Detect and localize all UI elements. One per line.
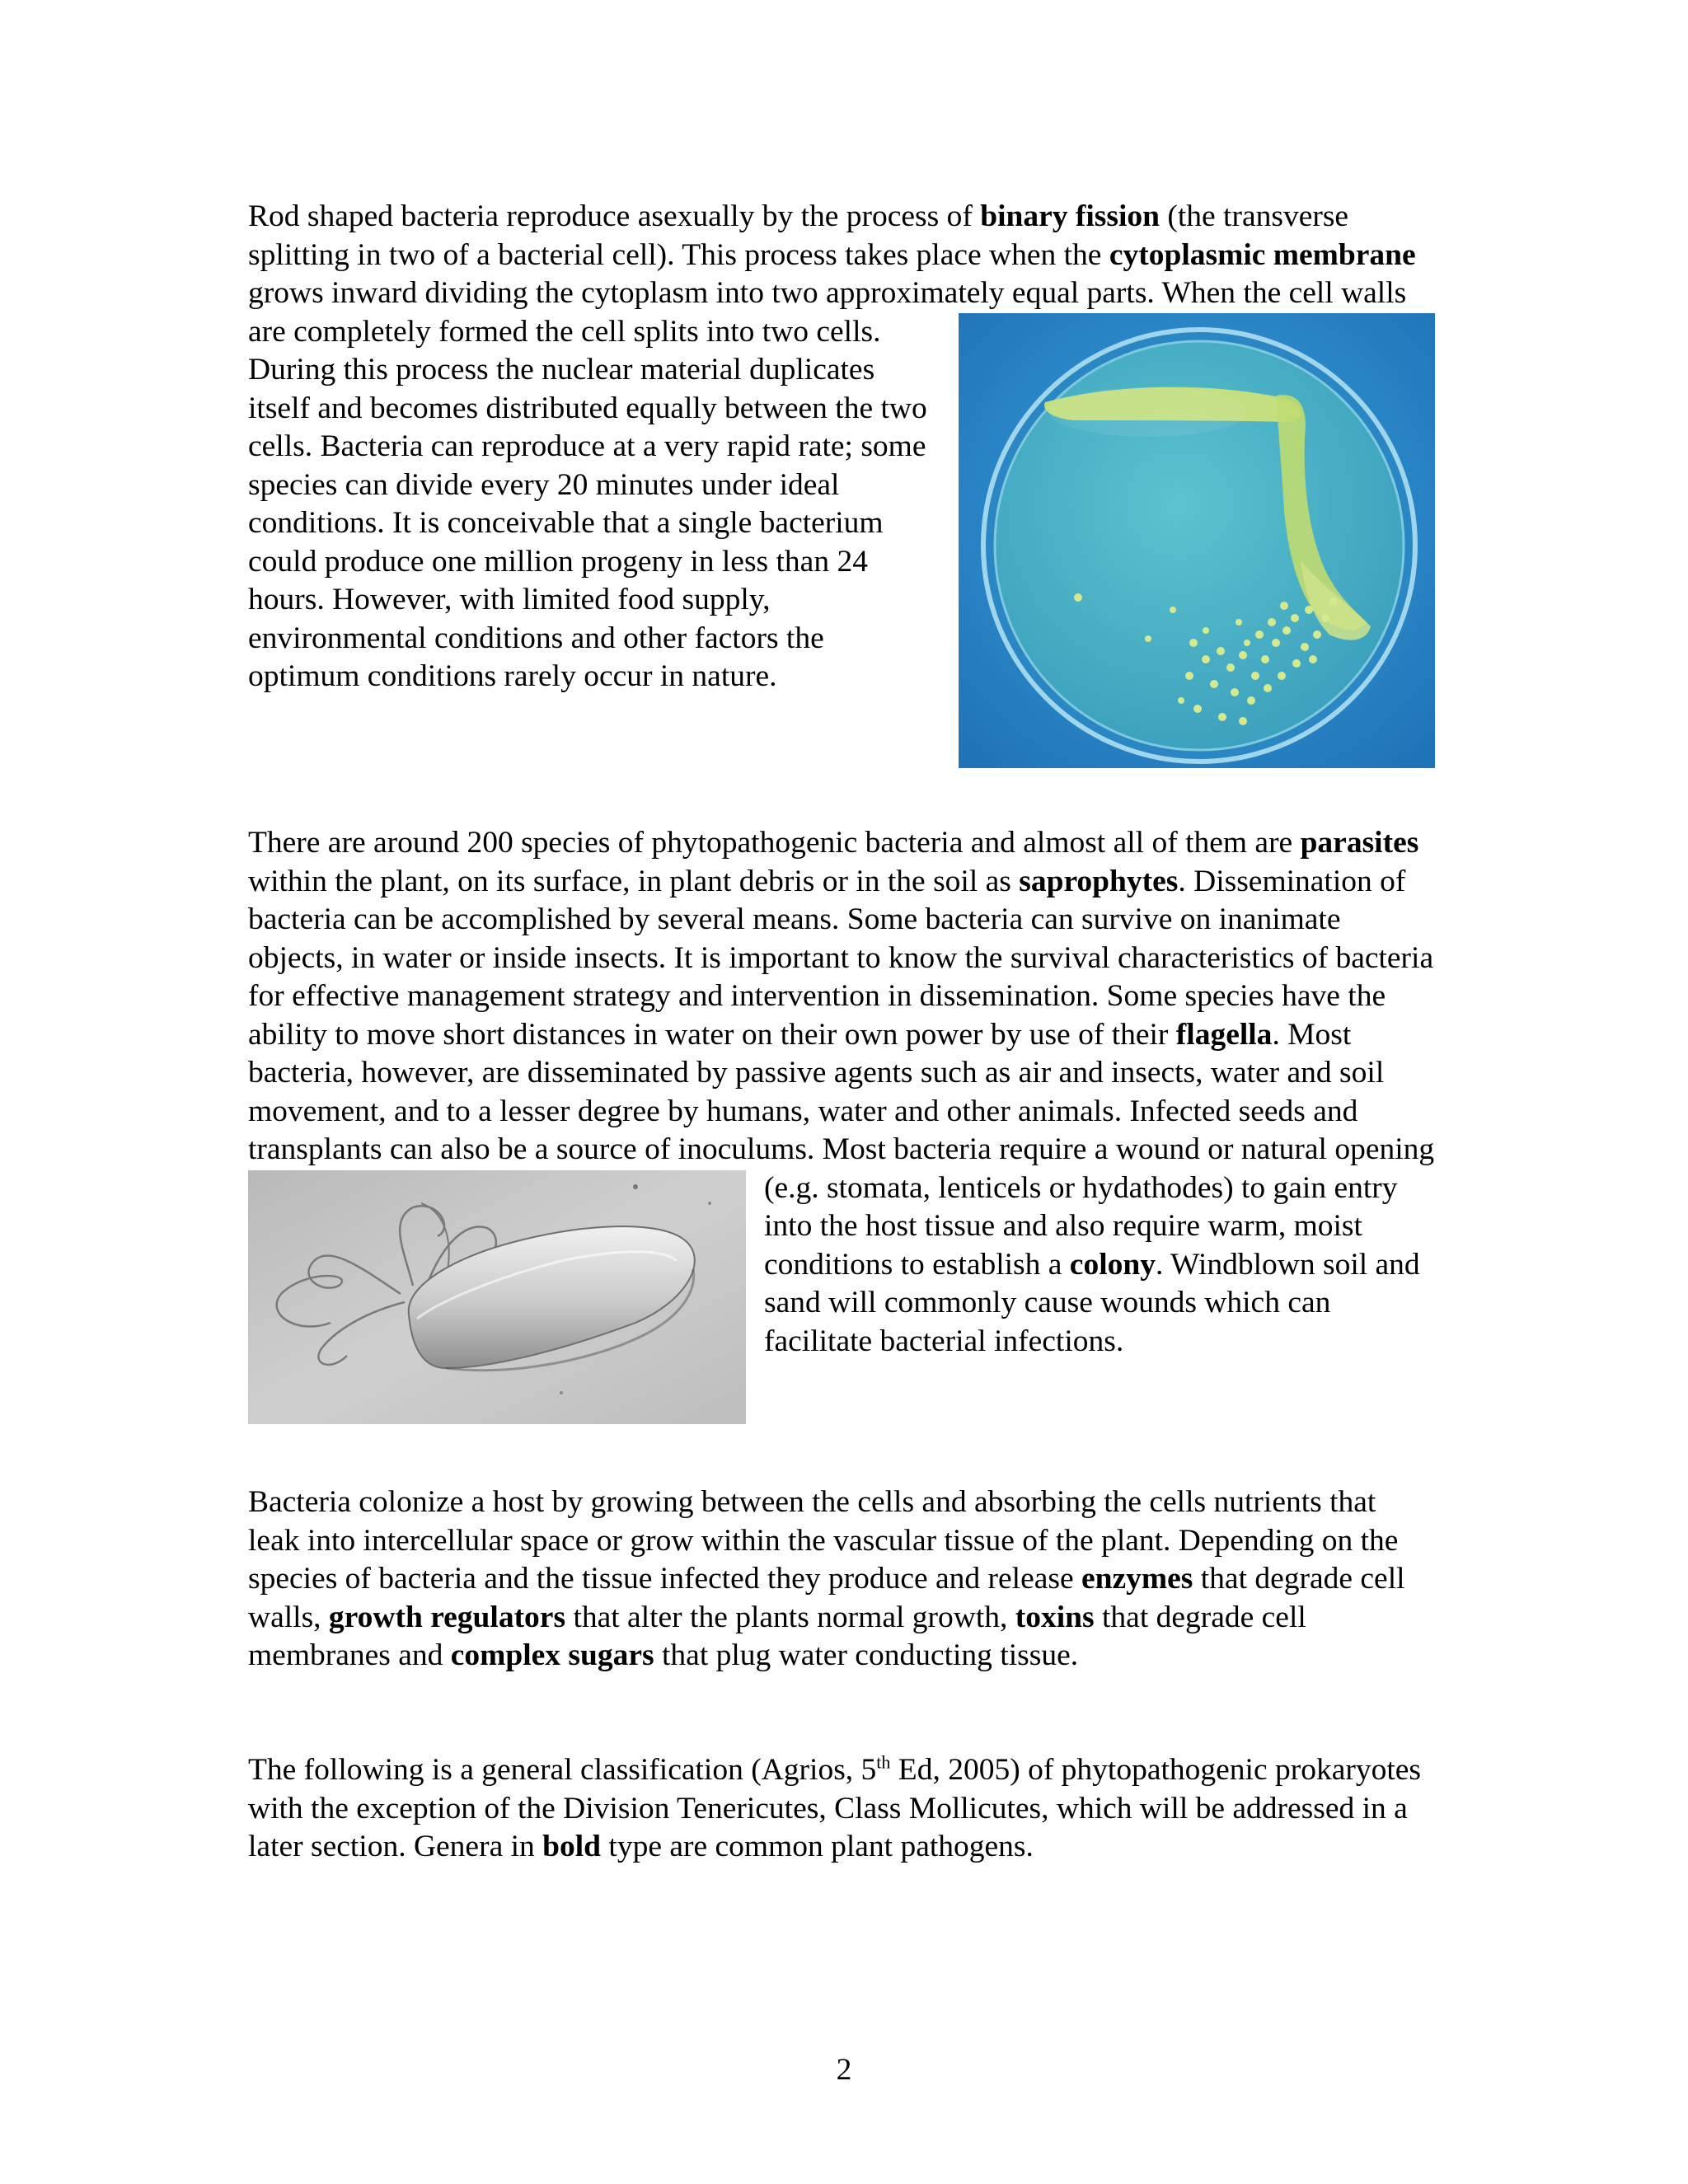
text-run: type are common plant pathogens. [601, 1830, 1034, 1863]
text-run: that plug water conducting tissue. [654, 1638, 1079, 1672]
paragraph-colonization [248, 1483, 1435, 1675]
text-run: . Windblown soil and sand will commonly cause wounds which can facilitate bacterial infections. [764, 1247, 1420, 1358]
text-run: grows inward dividing the cytoplasm into two approximately equal parts. When the cell walls are completely formed the cell splits into two cells. During this process the nuclear material duplicates itself and becomes distributed equally between the two cells. Bacteria can reproduce at a very rapid rate; some species can divide every 20 minutes under ideal conditions. It is conceivable that a single bacterium could produce one million progeny in less than 24 hours. However, with limited food supply, environmental conditions and other factors the optimum conditions rarely occur in nature. [248, 276, 1407, 693]
bold-term-bold: bold [542, 1830, 602, 1863]
bold-term-binary-fission: binary fission [980, 199, 1160, 233]
bold-term-toxins: toxins [1015, 1600, 1095, 1634]
text-run: Ed, 2005) of phytopathogenic prokaryotes with the exception of the Division Tenericutes, Class Mollicutes, which will be addressed in a later section. Genera in [248, 1753, 1422, 1863]
bacterium-micrograph [248, 1170, 746, 1424]
text-run: that degrade cell membranes and [248, 1600, 1306, 1672]
petri-dish-photo [959, 313, 1435, 768]
text-run: (the transverse splitting in two of a bacterial cell). This process takes place when the [248, 199, 1349, 272]
bacterium-micrograph-image [248, 1170, 746, 1424]
bold-term-complex-sugars: complex sugars [450, 1638, 654, 1672]
page-number: 2 [836, 2053, 852, 2087]
bold-term-growth-regulators: growth regulators [328, 1600, 566, 1634]
text-run: . Most bacteria, however, are disseminated by passive agents such as air and insects, water and soil movement, and to a lesser degree by humans, water and other animals. Infected seeds and transplants can also be a source of inoculums. Most bacteria require a wound or natural opening (e.g. stomata, lenticels or hydathodes) to gain entry into the host tissue and also require warm, moist conditions to establish a [248, 1017, 1435, 1282]
bold-term-flagella: flagella [1175, 1017, 1273, 1052]
text-run: Bacteria colonize a host by growing between the cells and absorbing the cells nutrients that leak into intercellular space or grow within the vascular tissue of the plant. Depending on the species of bacteria and the tissue infected they produce and release [248, 1485, 1399, 1596]
text-run: within the plant, on its surface, in plant debris or in the soil as [248, 864, 1020, 898]
bold-term-saprophytes: saprophytes [1019, 864, 1179, 898]
text-run: Rod shaped bacteria reproduce asexually by the process of [248, 199, 981, 233]
text-run: The following is a general classification (Agrios, 5 [248, 1753, 877, 1787]
text-run: There are around 200 species of phytopathogenic bacteria and almost all of them are [248, 826, 1301, 860]
paragraph-binary-fission [248, 198, 1435, 776]
bold-term-cytoplasmic-membrane: cytoplasmic membrane [1109, 237, 1416, 272]
paragraph-classification [248, 1751, 1435, 1867]
bold-term-enzymes: enzymes [1081, 1562, 1193, 1596]
bold-term-parasites: parasites [1300, 826, 1419, 860]
text-run: that alter the plants normal growth, [565, 1600, 1015, 1634]
text-run: . Dissemination of bacteria can be accomplished by several means. Some bacteria can survive on inanimate objects, in water or inside insects. It is important to know the survival characteristics of bacteria for effective management strategy and intervention in dissemination. Some species have the ability to move short distances in water on their own power by use of their [248, 864, 1434, 1052]
text-run: that degrade cell walls, [248, 1562, 1405, 1634]
bold-term-colony: colony [1069, 1247, 1156, 1282]
petri-dish-image [959, 313, 1435, 768]
paragraph-dissemination [248, 824, 1435, 1432]
superscript-th: th [876, 1751, 891, 1773]
